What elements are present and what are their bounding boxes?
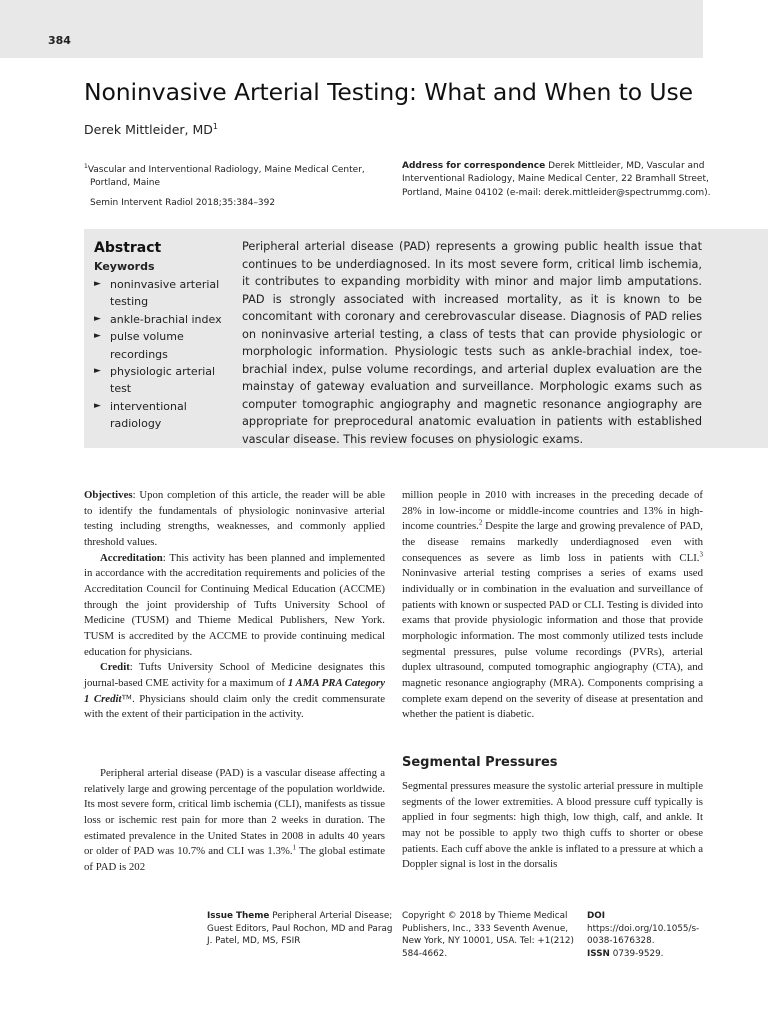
correspondence [402,160,712,200]
accreditation-paragraph: Accreditation: This activity has been planned and implemented in accordance with the accreditation requirements and policies of the Accreditation Council for Continuing Medical Education (ACCME) through the joint providership of Tufts University School of Medicine (TUSM) and Thieme Medical Publishers, New York. TUSM is accredited by the ACCME to provide continuing medical education for physicians. [84,551,385,658]
author-sup: 1 [212,122,218,131]
bullet-arrow-icon: ► [94,366,101,377]
affiliation-sup: 1 [84,163,88,170]
keyword-item: ► pulse volume recordings [94,328,234,363]
footer-doi: DOI https://doi.org/10.1055/s-0038-1676328. ISSN 0739-9529. [587,911,700,959]
right-column-top [402,488,703,723]
footer-issue-theme: Issue Theme Peripheral Arterial Disease; Guest Editors, Paul Rochon, MD and Parag J. Patel, MD, MS, FSIR [207,911,393,947]
intro-continued-paragraph: million people in 2010 with increases in the preceding decade of 28% in low-income or middle-income countries and 13% in high-income countries.$^2$ Despite the large and growing prevalence of PAD, the disease remains markedly underdiagnosed even with consequences as severe as limb loss in patients with CLI.$^3$ Noninvasive arterial testing comprises a series of exams used individually or in combination in the evaluation and surveillance of patients with known or suspected PAD or CLI. Testing is divided into exams that provide physiologic information and those that provide morphologic information. The most commonly utilized tests include segmental pressures, pulse volume recordings (PVRs), arterial duplex ultrasound, computed tomographic angiography (CTA), and magnetic resonance angiography (MRA). Components comprising a complete exam depend on the severity of disease at presentation and whether the patient is diabetic. [402,489,703,721]
reference-sup[interactable]: 2 [478,518,483,527]
reference-sup[interactable]: 1 [292,843,297,852]
bullet-arrow-icon: ► [94,331,101,342]
left-column-top [84,488,385,723]
page-header-bar [0,0,703,58]
abstract-text: Peripheral arterial disease (PAD) represents a growing public health issue that continues to be underdiagnosed. In its most severe form, critical limb ischemia, it contributes to expanding morbidity with minor and major limb amputations. PAD is strongly associated with increased mortality, as it is known to be concomitant with coronary and cerebrovascular disease. Diagnosis of PAD relies on noninvasive arterial testing, a class of tests that can provide physiologic or morphologic information. Physiologic tests such as ankle-brachial index, toe-brachial index, pulse volume recordings, and arterial duplex evaluation are the mainstay of gateway evaluation and surveillance. Morphologic exams such as computer tomographic angiography and magnetic resonance angiography are appropriate for preprocedural anatomic evaluation in patients with established vascular disease. This review focuses on physiologic exams. [242,240,702,446]
affiliation [84,160,384,190]
objectives-paragraph: Objectives: Upon completion of this article, the reader will be able to identify the fundamentals of physiologic noninvasive arterial testing including strengths, weaknesses, and commonly applied threshold values. [84,489,385,548]
right-column-section [402,779,703,873]
keyword-item: ► interventional radiology [94,398,234,433]
section-heading: Segmental Pressures [402,755,558,770]
segmental-paragraph: Segmental pressures measure the systolic arterial pressure in multiple segments of the lower extremities. A blood pressure cuff typically is applied in four segments: high thigh, low thigh, calf, and ankle. It may not be possible to apply two thigh cuffs to shorter or obese patients. Each cuff above the ankle is inflated to a pressure at which a Doppler signal is lost in the dorsalis [402,780,703,871]
bullet-arrow-icon: ► [94,313,101,324]
bullet-arrow-icon: ► [94,400,101,411]
keywords-list [94,276,234,433]
intro-paragraph: Peripheral arterial disease (PAD) is a vascular disease affecting a relatively large and growing percentage of the population worldwide. Its most severe form, critical limb ischemia (CLI), manifests as tissue loss or ischemic rest pain for more than 2 weeks in duration. The estimated prevalence in the United States in 2008 in adults 40 years or older of PAD was 10.7% and CLI was 1.3%.$^1$ The global estimate of PAD is 202 [84,767,385,873]
doi-link[interactable]: https://doi.org/10.1055/s-0038-1676328. [587,923,700,947]
abstract-heading: Abstract [94,240,162,256]
reference-sup[interactable]: 3 [699,550,703,559]
footer-copyright: Copyright © 2018 by Thieme Medical Publishers, Inc., 333 Seventh Avenue, New York, NY 10001, USA. Tel: +1(212) 584-4662. [402,911,574,959]
keyword-item: ► ankle-brachial index [94,311,234,328]
citation: Semin Intervent Radiol 2018;35:384–392 [90,198,276,208]
article-title: Noninvasive Arterial Testing: What and When to Use [84,78,694,106]
correspondence-text: Derek Mittleider, MD, Vascular and Interventional Radiology, Maine Medical Center, 22 Bramhall Street, Portland, Maine 04102 (e-mail: derek.mittleider@spectrummg.com). [402,161,711,198]
page-number: 384 [48,34,71,47]
left-column-intro [84,766,385,876]
keywords-heading: Keywords [94,260,155,273]
bullet-arrow-icon: ► [94,279,101,289]
credit-paragraph: Credit: Tufts University School of Medicine designates this journal-based CME activity for a maximum of 1 AMA PRA Category 1 Credit™. Physicians should claim only the credit commensurate with the extent of their participation in the activity. [84,661,385,721]
correspondence-label: Address for correspondence [402,161,546,171]
author-line [84,122,218,137]
keyword-item: ► noninvasive arterial testing [94,276,234,311]
keyword-item: ► physiologic arterial test [94,363,234,398]
affiliation-text: Vascular and Interventional Radiology, Maine Medical Center, Portland, Maine [87,165,365,188]
author-name: Derek Mittleider, MD [84,122,213,138]
